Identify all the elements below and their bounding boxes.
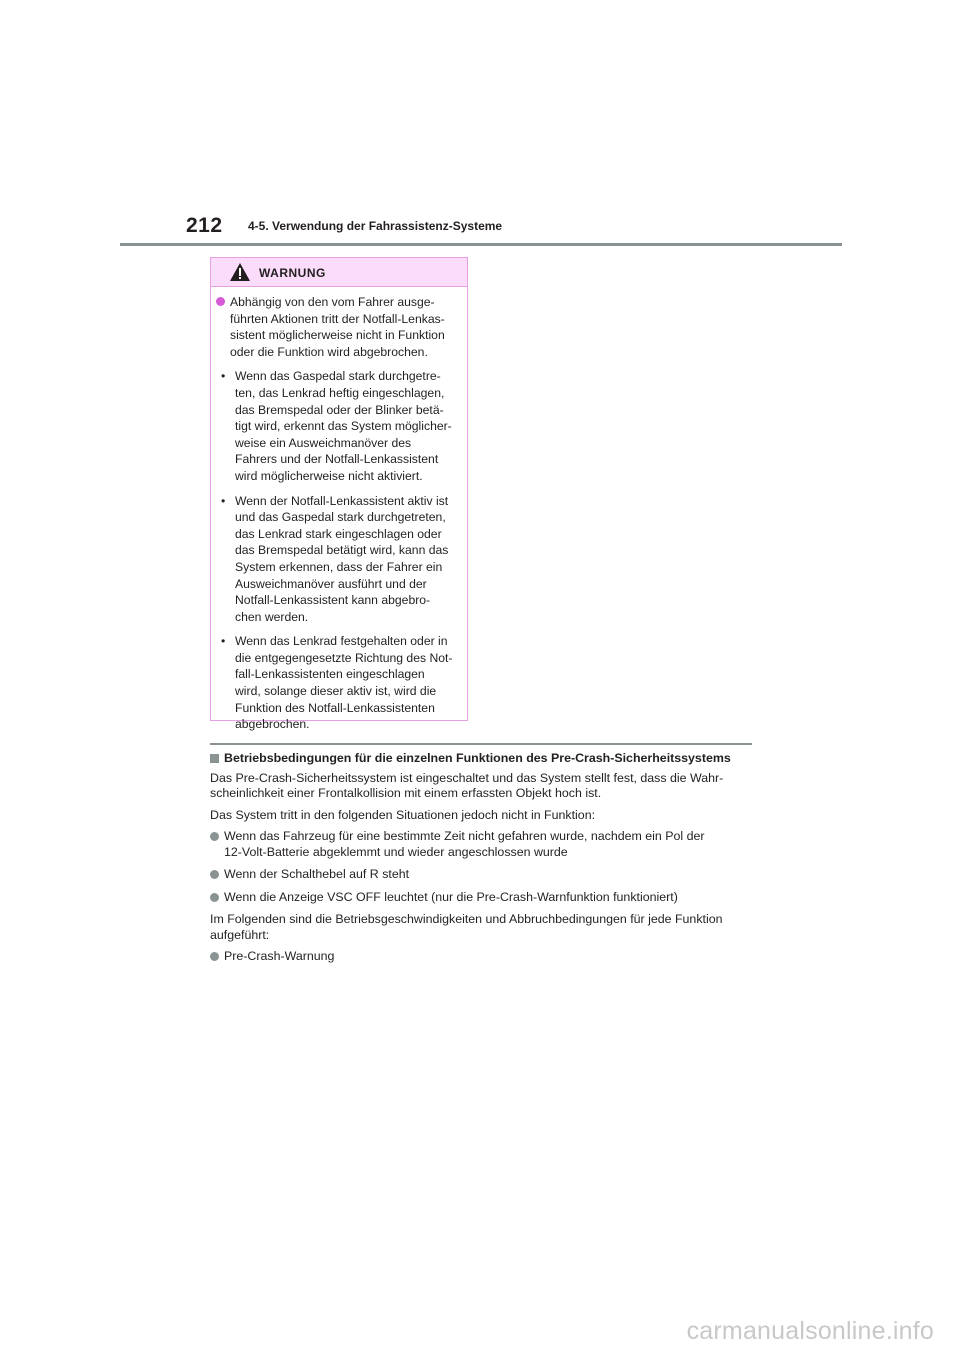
list-item — [210, 867, 752, 883]
warning-box — [210, 257, 468, 732]
not-active-paragraph: Das System tritt in den folgenden Situationen jedoch nicht in Funktion: — [210, 807, 596, 822]
page-number: 212 — [186, 214, 223, 237]
bullet-dot: • — [221, 634, 226, 649]
circle-bullet-icon — [210, 832, 219, 841]
circle-bullet-icon — [210, 893, 219, 902]
list-item-text: Pre-Crash-Warnung — [224, 949, 335, 963]
bullet-dot: • — [221, 369, 226, 384]
warning-subitem-text: Wenn das Gaspedal stark durchgetre- ten, das Lenkrad heftig eingeschlagen, das Bremspedal oder der Blinker betä- tigt wird, erkennt das System möglicher- weise ein Ausweichmanöver des Fahrers und der Notfall-Lenkassistent wird möglicherweise nicht aktiviert. — [235, 369, 452, 483]
circle-bullet-icon — [216, 297, 225, 306]
circle-bullet-icon — [210, 870, 219, 879]
warning-subitem — [217, 633, 459, 733]
square-bullet-icon — [210, 754, 219, 763]
header-divider — [120, 243, 842, 246]
subsection-heading-text: Betriebsbedingungen für die einzelnen Funktionen des Pre-Crash-Sicherheitssystems — [224, 751, 731, 765]
warning-header — [211, 258, 467, 287]
section-title: 4-5. Verwendung der Fahrassistenz-Systeme — [248, 219, 503, 233]
subsection-heading — [210, 751, 752, 767]
list-item-text: Wenn das Fahrzeug für eine bestimmte Zeit nicht gefahren wurde, nachdem ein Pol der 12-Volt-Batterie abgeklemmt und wieder angeschlossen wurde — [224, 829, 705, 859]
warning-subitem — [217, 493, 459, 626]
warning-triangle-icon — [229, 262, 251, 282]
section-divider — [210, 743, 752, 745]
warning-subitem — [217, 368, 459, 484]
warning-subitem-text: Wenn das Lenkrad festgehalten oder in die entgegengesetzte Richtung des Not- fall-Lenkassistenten eingeschlagen wird, solange dieser aktiv ist, wird die Funktion des Notfall-Lenkassistenten abgebrochen. — [235, 634, 453, 732]
list-item — [210, 829, 752, 860]
list-item-text: Wenn der Schalthebel auf R steht — [224, 867, 410, 881]
intro-paragraph: Das Pre-Crash-Sicherheitssystem ist eingeschaltet und das System stellt fest, dass die Wahr- scheinlichkeit einer Frontalkollision mit einem erfassten Objekt hoch ist. — [210, 770, 724, 800]
warning-title: WARNUNG — [259, 266, 326, 280]
following-paragraph: Im Folgenden sind die Betriebsgeschwindigkeiten und Abbruchbedingungen für jede Funktion aufgeführt: — [210, 912, 723, 942]
circle-bullet-icon — [210, 952, 219, 961]
warning-subitem-text: Wenn der Notfall-Lenkassistent aktiv ist und das Gaspedal stark durchgetreten, das Lenkrad stark eingeschlagen oder das Bremspedal betätigt wird, kann das System erkennen, dass der Fahrer ein Ausweichmanöver ausführt und der Notfall-Lenkassistent kann abgebro- chen werden. — [235, 493, 449, 624]
bullet-dot: • — [221, 493, 226, 508]
list-item — [210, 890, 752, 906]
warning-item — [217, 294, 459, 360]
list-item — [210, 949, 752, 965]
watermark: carmanualsonline.info — [686, 1317, 934, 1345]
warning-item-text: Abhängig von den vom Fahrer ausge- führten Aktionen tritt der Notfall-Lenkas- sistent möglicherweise nicht in Funktion oder die Funktion wird abgebrochen. — [230, 295, 445, 359]
warning-body — [211, 287, 467, 733]
list-item-text: Wenn die Anzeige VSC OFF leuchtet (nur die Pre-Crash-Warnfunktion funktioniert) — [224, 889, 678, 904]
main-content — [210, 743, 752, 972]
